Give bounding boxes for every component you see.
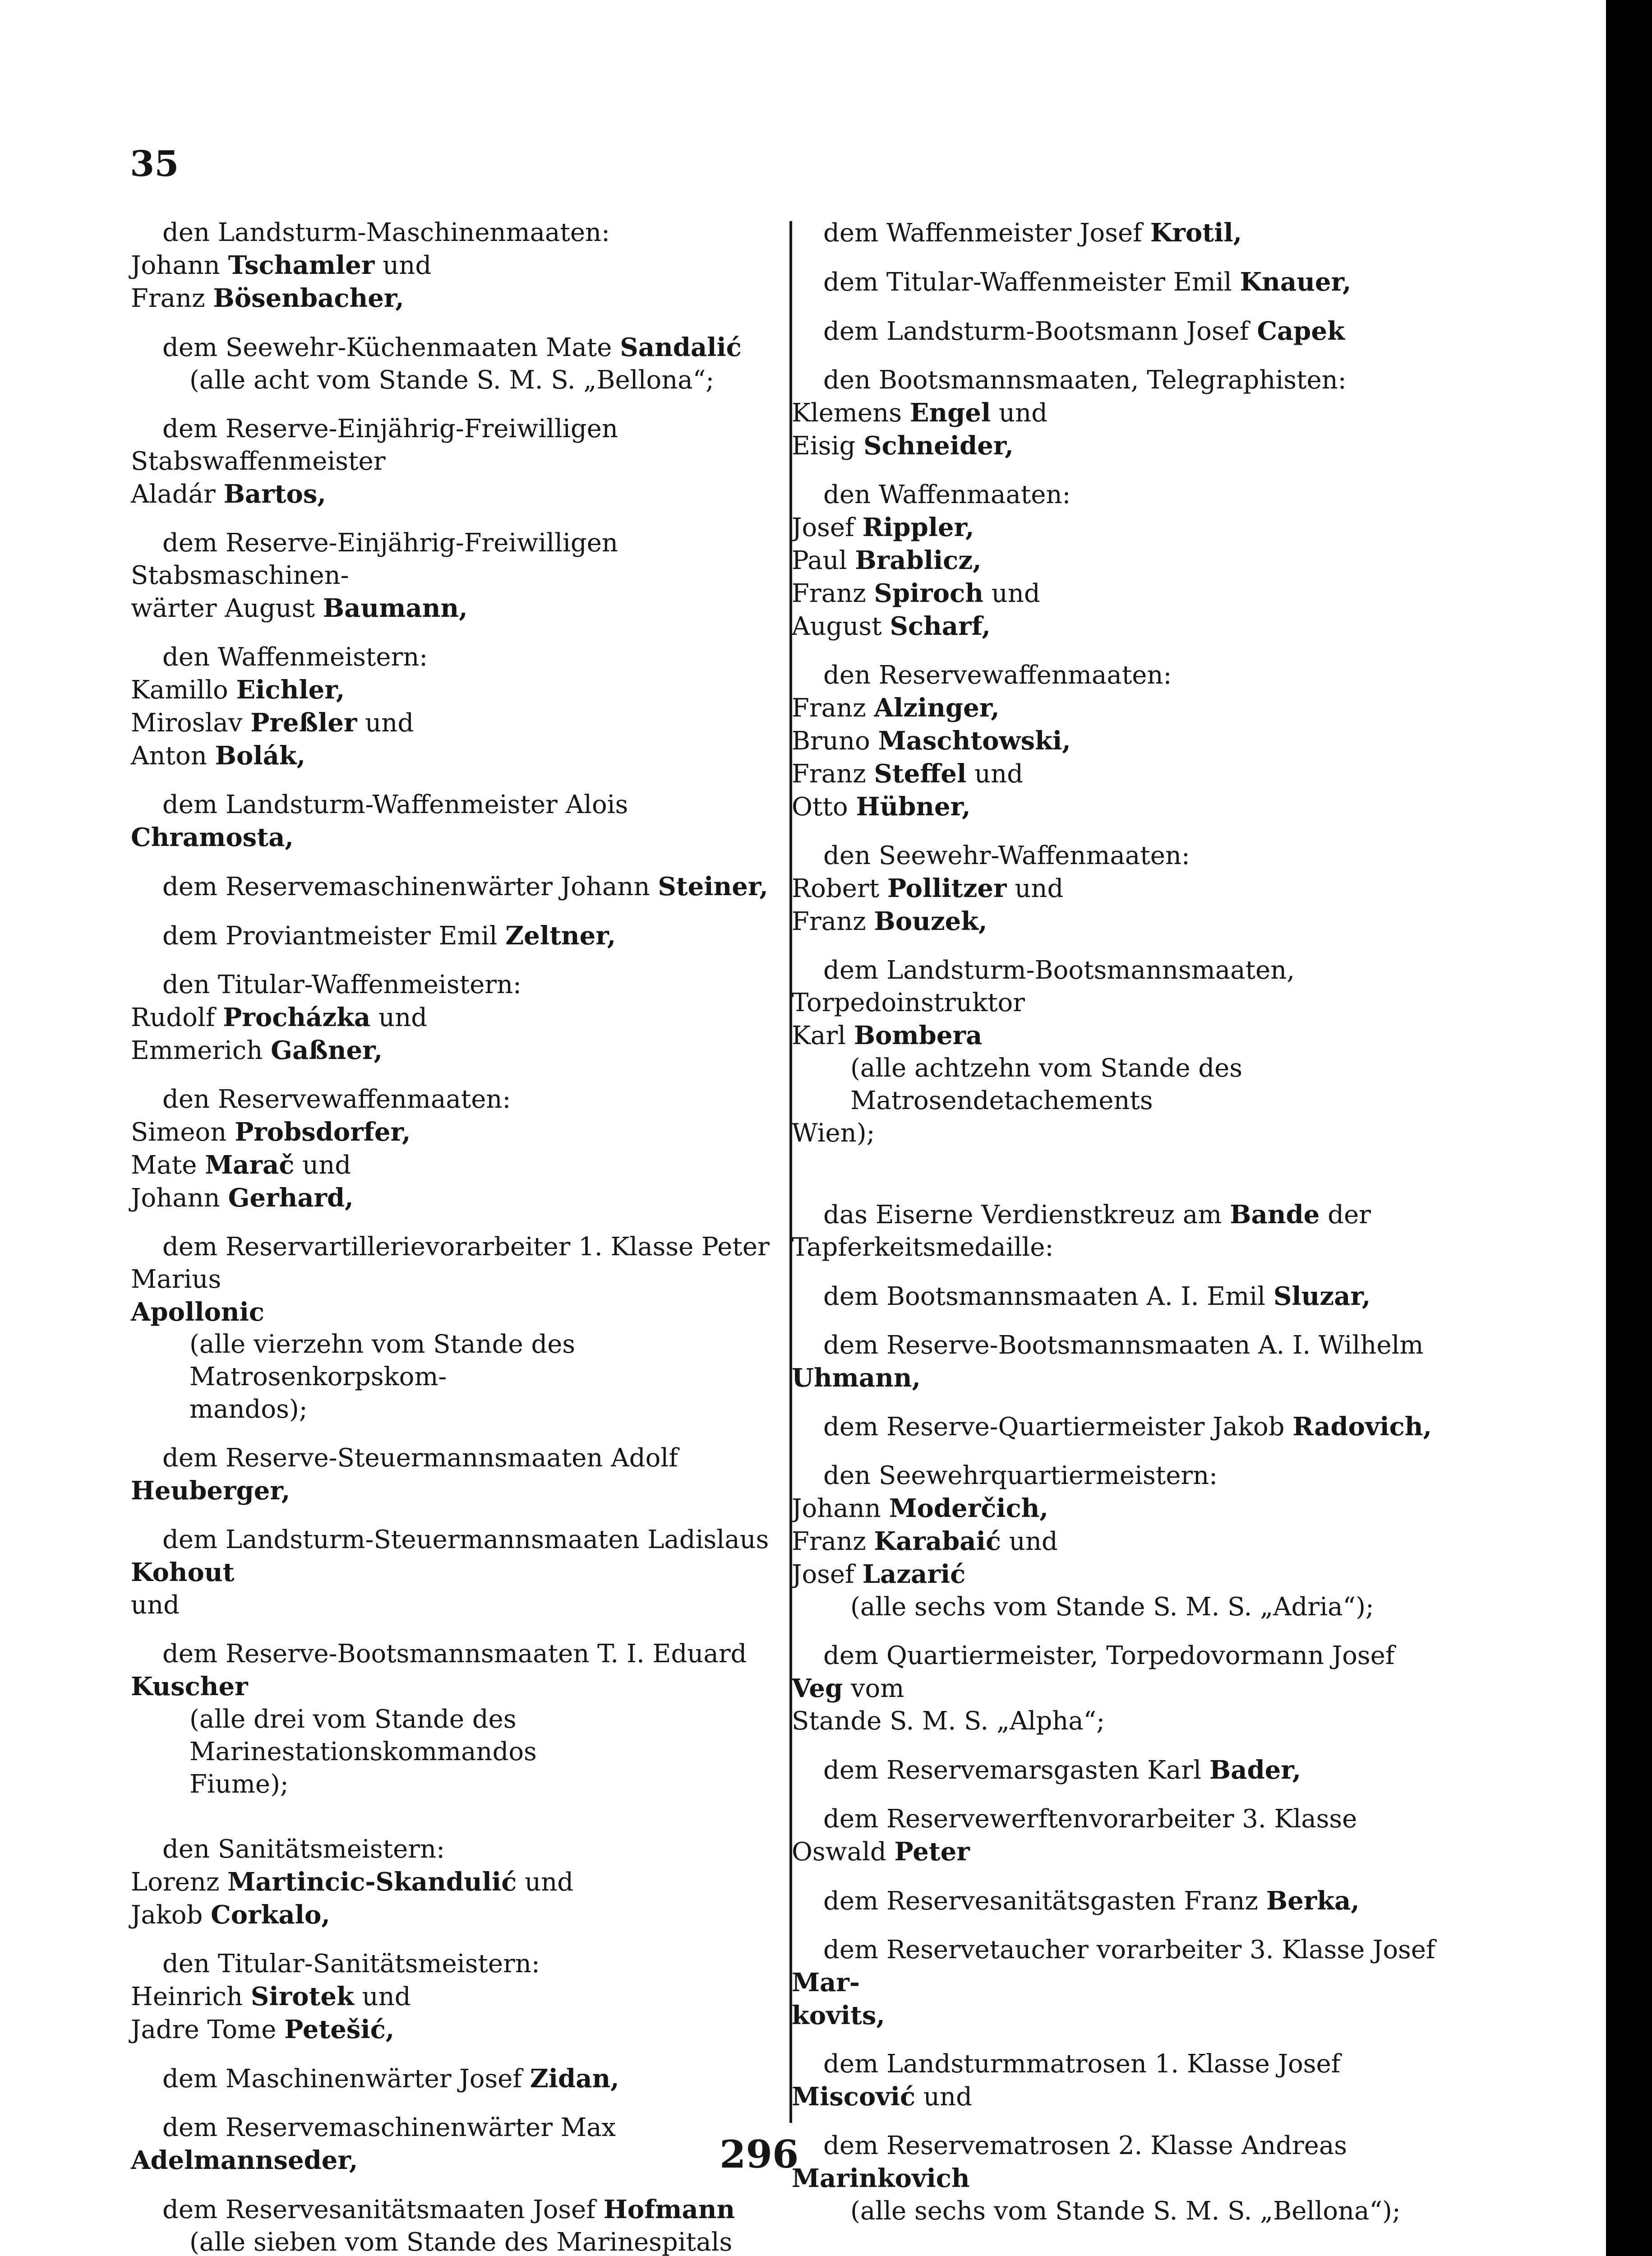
- recipient-line: Josef Lazarić: [792, 1559, 966, 1589]
- recipient-name: Scharf,: [890, 611, 991, 641]
- recipient-line: dem Reservesanitätsmaaten Josef Hofmann: [162, 2195, 735, 2224]
- unit-note: Fiume);: [189, 1770, 289, 1799]
- recipient-line: dem Landsturm-Waffenmeister Alois Chramosta,: [131, 790, 628, 852]
- recipient-name: Radovich,: [1292, 1412, 1432, 1442]
- unit-note: (alle acht vom Stande S. M. S. „Bellona“;: [189, 365, 715, 395]
- recipient-name: Marač: [205, 1150, 295, 1180]
- recipient-name: Hübner,: [856, 792, 971, 822]
- recipient-name: Chramosta,: [131, 823, 294, 852]
- recipient-line: Franz Alzinger,: [792, 693, 1000, 723]
- unit-note: (alle achtzehn vom Stande des Matrosendetachements: [850, 1054, 1242, 1115]
- recipient-group-heading: den Waffenmaaten:: [823, 480, 1071, 509]
- recipient-name: Kuscher: [131, 1672, 248, 1701]
- recipient-line: dem Landsturmmatrosen 1. Klasse Josef Miscović und: [792, 2049, 1341, 2112]
- recipient-name: Rippler,: [862, 513, 974, 542]
- recipient-name: Gaßner,: [271, 1036, 383, 1065]
- recipient-line: dem Landsturm-Steuermannsmaaten Ladislaus Kohout: [131, 1525, 769, 1587]
- recipient-line: Simeon Probsdorfer,: [131, 1117, 411, 1147]
- recipient-name: Bösenbacher,: [213, 283, 404, 313]
- recipient-name: Schneider,: [863, 431, 1014, 461]
- recipient-line: Rudolf Procházka und: [131, 1003, 427, 1032]
- recipient-name: Zidan,: [530, 2064, 619, 2094]
- recipient-name: Marinkovich: [792, 2164, 970, 2193]
- unit-note: (alle sechs vom Stande S. M. S. „Bellona“);: [850, 2196, 1401, 2226]
- recipient-line: dem Bootsmannsmaaten A. I. Emil Sluzar,: [823, 1281, 1371, 1311]
- recipient-name: Peter: [894, 1837, 970, 1867]
- recipient-line: dem Reservemaschinenwärter Max Adelmannseder,: [131, 2113, 616, 2175]
- recipient-line: dem Titular-Waffenmeister Emil Knauer,: [823, 267, 1352, 297]
- recipient-line: dem Reserve-Steuermannsmaaten Adolf Heuberger,: [131, 1443, 678, 1506]
- recipient-name: Moderčich,: [889, 1493, 1048, 1523]
- recipient-line: Franz Steffel und: [792, 759, 1024, 789]
- unit-note: (alle sechs vom Stande S. M. S. „Adria“);: [850, 1592, 1374, 1622]
- recipient-line: dem Reserve-Bootsmannsmaaten T. I. Eduard Kuscher: [131, 1639, 747, 1701]
- unit-note: (alle drei vom Stande des Marinestationskommandos: [189, 1705, 537, 1766]
- recipient-name: Spiroch: [874, 578, 983, 608]
- recipient-line: dem Reserve-Quartiermeister Jakob Radovich,: [823, 1412, 1432, 1442]
- recipient-line: Lorenz Martincic-Skandulić und: [131, 1867, 574, 1897]
- recipient-line: Klemens Engel und: [792, 398, 1048, 428]
- recipient-line: wärter August Baumann,: [131, 593, 468, 623]
- recipient-name: Karabaić: [874, 1526, 1001, 1556]
- recipient-line: dem Waffenmeister Josef Krotil,: [823, 218, 1242, 248]
- page-number: 35: [130, 143, 179, 185]
- recipient-line: dem Reserve-Bootsmannsmaaten A. I. Wilhelm: [823, 1331, 1424, 1360]
- recipient-line: dem Seewehr-Küchenmaaten Mate Sandalić: [162, 333, 742, 362]
- recipient-name: Krotil,: [1150, 218, 1242, 248]
- recipient-name: Heuberger,: [131, 1476, 291, 1506]
- recipient-name: Bouzek,: [874, 906, 988, 936]
- recipient-line: dem Proviantmeister Emil Zeltner,: [162, 921, 616, 951]
- recipient-name: Bolák,: [215, 741, 306, 771]
- recipient-name: kovits,: [792, 2001, 885, 2030]
- recipient-line: Emmerich Gaßner,: [131, 1036, 383, 1065]
- award-heading: das Eiserne Verdienstkreuz am Bande der: [823, 1200, 1371, 1230]
- recipient-line: dem Reservemaschinenwärter Johann Steiner,: [162, 872, 768, 901]
- recipient-name: Capek: [1257, 316, 1345, 346]
- recipient-line: dem Landsturm-Bootsmannsmaaten, Torpedoinstruktor: [792, 956, 1295, 1017]
- left-column: [131, 217, 780, 2256]
- recipient-line: dem Maschinenwärter Josef Zidan,: [162, 2064, 619, 2094]
- recipient-name: Bartos,: [223, 479, 326, 509]
- recipient-line: Kamillo Eichler,: [131, 675, 345, 705]
- recipient-line: Josef Rippler,: [792, 513, 974, 542]
- unit-note: (alle sieben vom Stande des Marinespitals: [189, 2228, 733, 2256]
- recipient-line: Franz Bösenbacher,: [131, 283, 404, 313]
- recipient-line: Johann Moderčich,: [792, 1493, 1048, 1523]
- recipient-name: Gerhard,: [228, 1183, 354, 1213]
- recipient-name: Probsdorfer,: [235, 1117, 411, 1147]
- recipient-name: Zeltner,: [505, 921, 616, 951]
- recipient-line: dem Reservartillerievorarbeiter 1. Klasse Peter Marius: [131, 1232, 770, 1294]
- recipient-group-heading: den Bootsmannsmaaten, Telegraphisten:: [823, 365, 1347, 395]
- recipient-line: Aladár Bartos,: [131, 479, 326, 509]
- recipient-line: dem Reservematrosen 2. Klasse Andreas Marinkovich: [792, 2131, 1347, 2193]
- recipient-name: Petešić,: [284, 2015, 395, 2044]
- recipient-line: Jadre Tome Petešić,: [131, 2015, 395, 2044]
- recipient-line: Miroslav Preßler und: [131, 708, 414, 738]
- recipient-line: Franz Bouzek,: [792, 906, 988, 936]
- recipient-line: Mate Marač und: [131, 1150, 351, 1180]
- recipient-name: Sandalić: [620, 333, 742, 362]
- recipient-line: Jakob Corkalo,: [131, 1900, 330, 1930]
- recipient-line: dem Reservetaucher vorarbeiter 3. Klasse Josef Mar-: [792, 1935, 1435, 1997]
- recipient-line: dem Quartiermeister, Torpedovormann Josef Veg vom: [792, 1641, 1395, 1703]
- recipient-name: Engel: [909, 398, 991, 428]
- recipient-line: Heinrich Sirotek und: [131, 1982, 411, 2011]
- recipient-line: Anton Bolák,: [131, 741, 306, 771]
- recipient-line: dem Reservemarsgasten Karl Bader,: [823, 1755, 1301, 1785]
- recipient-group-heading: den Seewehrquartiermeistern:: [823, 1461, 1218, 1490]
- recipient-name: Uhmann,: [792, 1363, 921, 1393]
- recipient-group-heading: den Reservewaffenmaaten:: [823, 661, 1172, 690]
- recipient-name: Veg: [792, 1674, 843, 1703]
- recipient-line: Bruno Maschtowski,: [792, 726, 1071, 756]
- recipient-group-heading: den Titular-Sanitätsmeistern:: [162, 1949, 540, 1979]
- recipient-name: Alzinger,: [874, 693, 1000, 723]
- award-name-word: Bande: [1230, 1200, 1320, 1230]
- recipient-name: Lazarić: [862, 1559, 966, 1589]
- recipient-name: Pollitzer: [887, 874, 1007, 903]
- recipient-group-heading: den Sanitätsmeistern:: [162, 1835, 445, 1864]
- recipient-line: und: [131, 1590, 180, 1620]
- footer-page-number: 296: [720, 2132, 799, 2177]
- recipient-line: dem Landsturm-Bootsmann Josef Capek: [823, 316, 1345, 346]
- recipient-name: Martincic-Skandulić: [227, 1867, 517, 1897]
- recipient-name: Steiner,: [658, 872, 768, 901]
- unit-note: Stande S. M. S. „Alpha“;: [792, 1706, 1105, 1736]
- recipient-name: Brablicz,: [855, 546, 982, 575]
- recipient-name: Corkalo,: [211, 1900, 330, 1930]
- recipient-group-heading: den Titular-Waffenmeistern:: [162, 970, 521, 999]
- recipient-line: Paul Brablicz,: [792, 546, 982, 575]
- recipient-name: Hofmann: [603, 2195, 735, 2224]
- recipient-line: dem Reserve-Einjährig-Freiwilligen Stabsmaschinen-: [131, 528, 618, 590]
- recipient-group-heading: den Seewehr-Waffenmaaten:: [823, 841, 1190, 870]
- recipient-line: dem Reservesanitätsgasten Franz Berka,: [823, 1886, 1360, 1916]
- recipient-line: Johann Tschamler und: [131, 250, 432, 280]
- recipient-name: Procházka: [223, 1003, 371, 1032]
- recipient-line: dem Reserve-Einjährig-Freiwilligen Stabswaffenmeister: [131, 414, 618, 476]
- recipient-name: Knauer,: [1240, 267, 1352, 297]
- recipient-line: Karl Bombera: [792, 1021, 983, 1050]
- recipient-group-heading: den Landsturm-Maschinenmaaten:: [162, 218, 610, 247]
- recipient-name: Maschtowski,: [878, 726, 1071, 756]
- recipient-name: Eichler,: [236, 675, 345, 705]
- right-column: [792, 217, 1441, 2228]
- recipient-name: Tschamler: [228, 250, 375, 280]
- recipient-name: Bombera: [854, 1021, 983, 1050]
- recipient-line: Eisig Schneider,: [792, 431, 1014, 461]
- recipient-name: Bader,: [1209, 1755, 1301, 1785]
- unit-note: mandos);: [189, 1395, 308, 1424]
- recipient-name: Steffel: [874, 759, 967, 789]
- recipient-line: dem Reservewerftenvorarbeiter 3. Klasse Oswald Peter: [792, 1804, 1357, 1867]
- unit-note: (alle vierzehn vom Stande des Matrosenkorpskom-: [189, 1330, 576, 1392]
- recipient-name: Kohout: [131, 1558, 235, 1587]
- recipient-line: Robert Pollitzer und: [792, 874, 1064, 903]
- recipient-name: Apollonic: [131, 1297, 264, 1327]
- recipient-line: August Scharf,: [792, 611, 991, 641]
- recipient-name: Sirotek: [250, 1982, 354, 2011]
- recipient-name: Miscović: [792, 2082, 916, 2112]
- recipient-group-heading: den Reservewaffenmaaten:: [162, 1085, 511, 1114]
- recipient-name: Preßler: [250, 708, 357, 738]
- recipient-group-heading: den Waffenmeistern:: [162, 643, 428, 672]
- recipient-line: Franz Karabaić und: [792, 1526, 1058, 1556]
- unit-note: Wien);: [792, 1119, 875, 1148]
- recipient-line: Otto Hübner,: [792, 792, 971, 822]
- recipient-name: Adelmannseder,: [131, 2145, 358, 2175]
- recipient-line: Johann Gerhard,: [131, 1183, 354, 1213]
- recipient-name: Sluzar,: [1273, 1281, 1371, 1311]
- recipient-name: Berka,: [1266, 1886, 1360, 1916]
- recipient-line: Franz Spiroch und: [792, 578, 1040, 608]
- recipient-name: Mar-: [792, 1968, 860, 1997]
- recipient-name: Baumann,: [323, 593, 468, 623]
- award-heading: Tapferkeitsmedaille:: [792, 1233, 1054, 1262]
